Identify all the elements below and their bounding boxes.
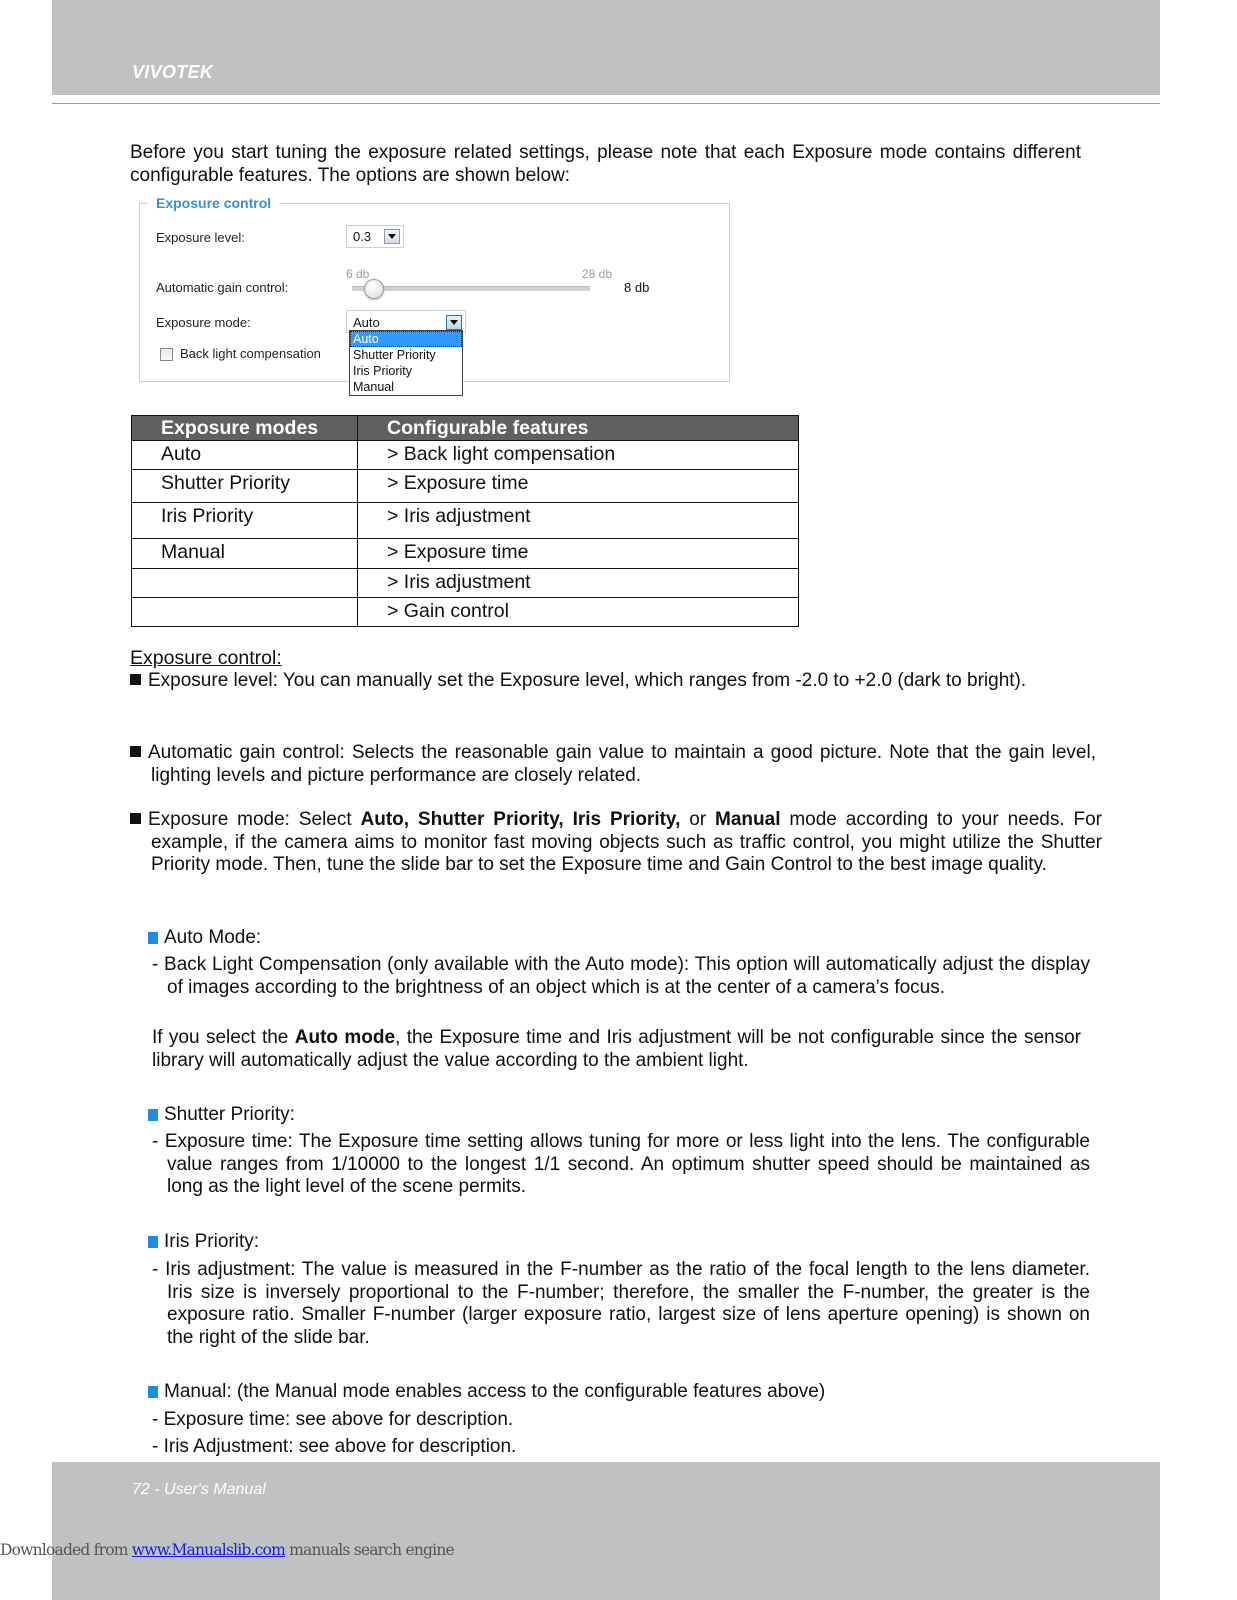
exposure-mode-dropdown [349, 330, 463, 396]
dropdown-option-auto[interactable]: Auto [350, 331, 462, 347]
agc-bullet [130, 742, 1096, 787]
mode-text-suffix: mode according to your needs. For example, if the camera aims to monitor fast moving objects such as traffic control, you might utilize the Shutter Priority mode. Then, tune the slide bar to set the Exposure time and Gain Control to the best image quality. [151, 809, 1102, 875]
auto-mode-description: - Back Light Compensation (only available with the Auto mode): This option will automatically adjust the display of images according to the brightness of an object which is at the center of a camera’s focus. [152, 954, 1090, 998]
column-header-features: Configurable features [358, 416, 799, 441]
iris-priority-description: - Iris adjustment: The value is measured in the F-number as the ratio of the focal length to the lens diameter. Iris size is inversely proportional to the F-number; therefore, the smaller the F-number, the greater is the exposure ratio. Smaller F-number (larger exposure ratio, largest size of lens aperture opening) is shown on the right of the slide bar. [152, 1259, 1090, 1348]
manual-exposure-time-line: - Exposure time: see above for description. [152, 1409, 514, 1430]
mode-text-bold-manual: Manual [715, 809, 781, 830]
table-row [132, 598, 799, 627]
table-row [132, 539, 799, 569]
iris-priority-title-text: Iris Priority: [164, 1231, 259, 1252]
exposure-level-value: 0.3 [353, 229, 372, 244]
auto-mode-note [152, 1027, 1081, 1072]
exposure-level-bullet [130, 670, 1102, 693]
shutter-priority-description: - Exposure time: The Exposure time setting allows tuning for more or less light into the lens. The configurable value ranges from 1/10000 to the longest 1/1 second. An optimum shutter speed should be maintained as long as the light level of the scene permits. [152, 1131, 1090, 1197]
table-cell [132, 569, 358, 598]
manual-mode-title [148, 1381, 1078, 1404]
table-cell: > Iris adjustment [358, 503, 799, 539]
brand-logo: VIVOTEK [132, 62, 214, 82]
dropdown-option-manual[interactable]: Manual [353, 380, 394, 394]
download-note [0, 1541, 454, 1559]
table-cell: Shutter Priority [132, 470, 358, 503]
table-row [132, 470, 799, 503]
table-cell: Manual [132, 539, 358, 569]
agc-min-label: 6 db [346, 267, 370, 281]
mode-text-bold: Auto, Shutter Priority, Iris Priority, [360, 809, 681, 830]
table-cell [132, 598, 358, 627]
shutter-priority-title [148, 1104, 1078, 1127]
square-bullet-icon [130, 746, 141, 757]
mode-text-or: or [680, 809, 716, 830]
table-cell: > Gain control [358, 598, 799, 627]
header-divider [52, 103, 1160, 104]
agc-text: Automatic gain control: Selects the reasonable gain value to maintain a good picture. Note that the gain level, lighting levels and picture performance are closely related. [148, 742, 1096, 786]
exposure-level-label: Exposure level: [156, 230, 245, 245]
column-header-modes: Exposure modes [132, 416, 358, 441]
auto-mode-title [148, 927, 1078, 950]
exposure-modes-table [131, 415, 799, 627]
blue-square-bullet-icon [148, 1109, 158, 1121]
dropdown-option-iris-priority[interactable]: Iris Priority [353, 364, 413, 378]
header-band [52, 0, 1160, 95]
chevron-down-icon[interactable] [446, 315, 462, 330]
table-cell: > Iris adjustment [358, 569, 799, 598]
table-row [132, 441, 799, 470]
table-header-row [132, 416, 799, 441]
download-prefix: Downloaded from [0, 1541, 132, 1559]
square-bullet-icon [130, 674, 141, 685]
table-row [132, 503, 799, 539]
chevron-down-icon[interactable] [384, 229, 400, 244]
download-suffix: manuals search engine [285, 1541, 454, 1559]
square-bullet-icon [130, 813, 141, 824]
mode-text-prefix: Exposure mode: Select [148, 809, 361, 830]
agc-max-label: 28 db [582, 267, 613, 281]
exposure-mode-label: Exposure mode: [156, 315, 251, 330]
panel-legend: Exposure control [148, 195, 279, 211]
blue-square-bullet-icon [148, 932, 158, 944]
exposure-mode-value: Auto [353, 315, 380, 330]
exposure-level-text: Exposure level: You can manually set the Exposure level, which ranges from -2.0 to +2.0 (dark to bright). [148, 670, 1027, 691]
table-cell: Auto [132, 441, 358, 470]
shutter-priority-title-text: Shutter Priority: [164, 1104, 295, 1125]
table-row [132, 569, 799, 598]
auto-note-suffix: , the Exposure time and Iris adjustment will be not configurable since the sensor library will automatically adjust the value according to the ambient light. [152, 1027, 1081, 1071]
auto-note-bold: Auto mode [294, 1027, 396, 1048]
blue-square-bullet-icon [148, 1386, 158, 1398]
exposure-mode-bullet [130, 809, 1102, 877]
agc-label: Automatic gain control: [156, 280, 289, 295]
agc-slider-handle[interactable] [364, 279, 384, 299]
manualslib-link[interactable]: www.Manualslib.com [131, 1541, 285, 1559]
table-cell: Iris Priority [132, 503, 358, 539]
blue-square-bullet-icon [148, 1236, 158, 1248]
agc-slider-track[interactable] [352, 286, 590, 291]
table-cell: > Exposure time [358, 539, 799, 569]
table-cell: > Back light compensation [358, 441, 799, 470]
auto-note-prefix: If you select the [152, 1027, 295, 1048]
agc-value: 8 db [624, 280, 650, 295]
table-cell: > Exposure time [358, 470, 799, 503]
auto-mode-title-text: Auto Mode: [164, 927, 262, 948]
page-number-label: 72 - User's Manual [132, 1481, 266, 1498]
section-heading: Exposure control: [130, 647, 282, 669]
manual-iris-adjustment-line: - Iris Adjustment: see above for description. [152, 1436, 517, 1457]
exposure-level-select[interactable] [346, 225, 404, 248]
dropdown-option-shutter-priority[interactable]: Shutter Priority [353, 348, 436, 362]
intro-paragraph: Before you start tuning the exposure related settings, please note that each Exposure mode contains different configurable features. The options are shown below: [130, 142, 1081, 186]
backlight-compensation-label: Back light compensation [180, 346, 321, 361]
backlight-compensation-checkbox[interactable] [160, 348, 173, 361]
iris-priority-title [148, 1231, 1078, 1254]
manual-mode-title-text: Manual: (the Manual mode enables access to the configurable features above) [164, 1381, 826, 1402]
